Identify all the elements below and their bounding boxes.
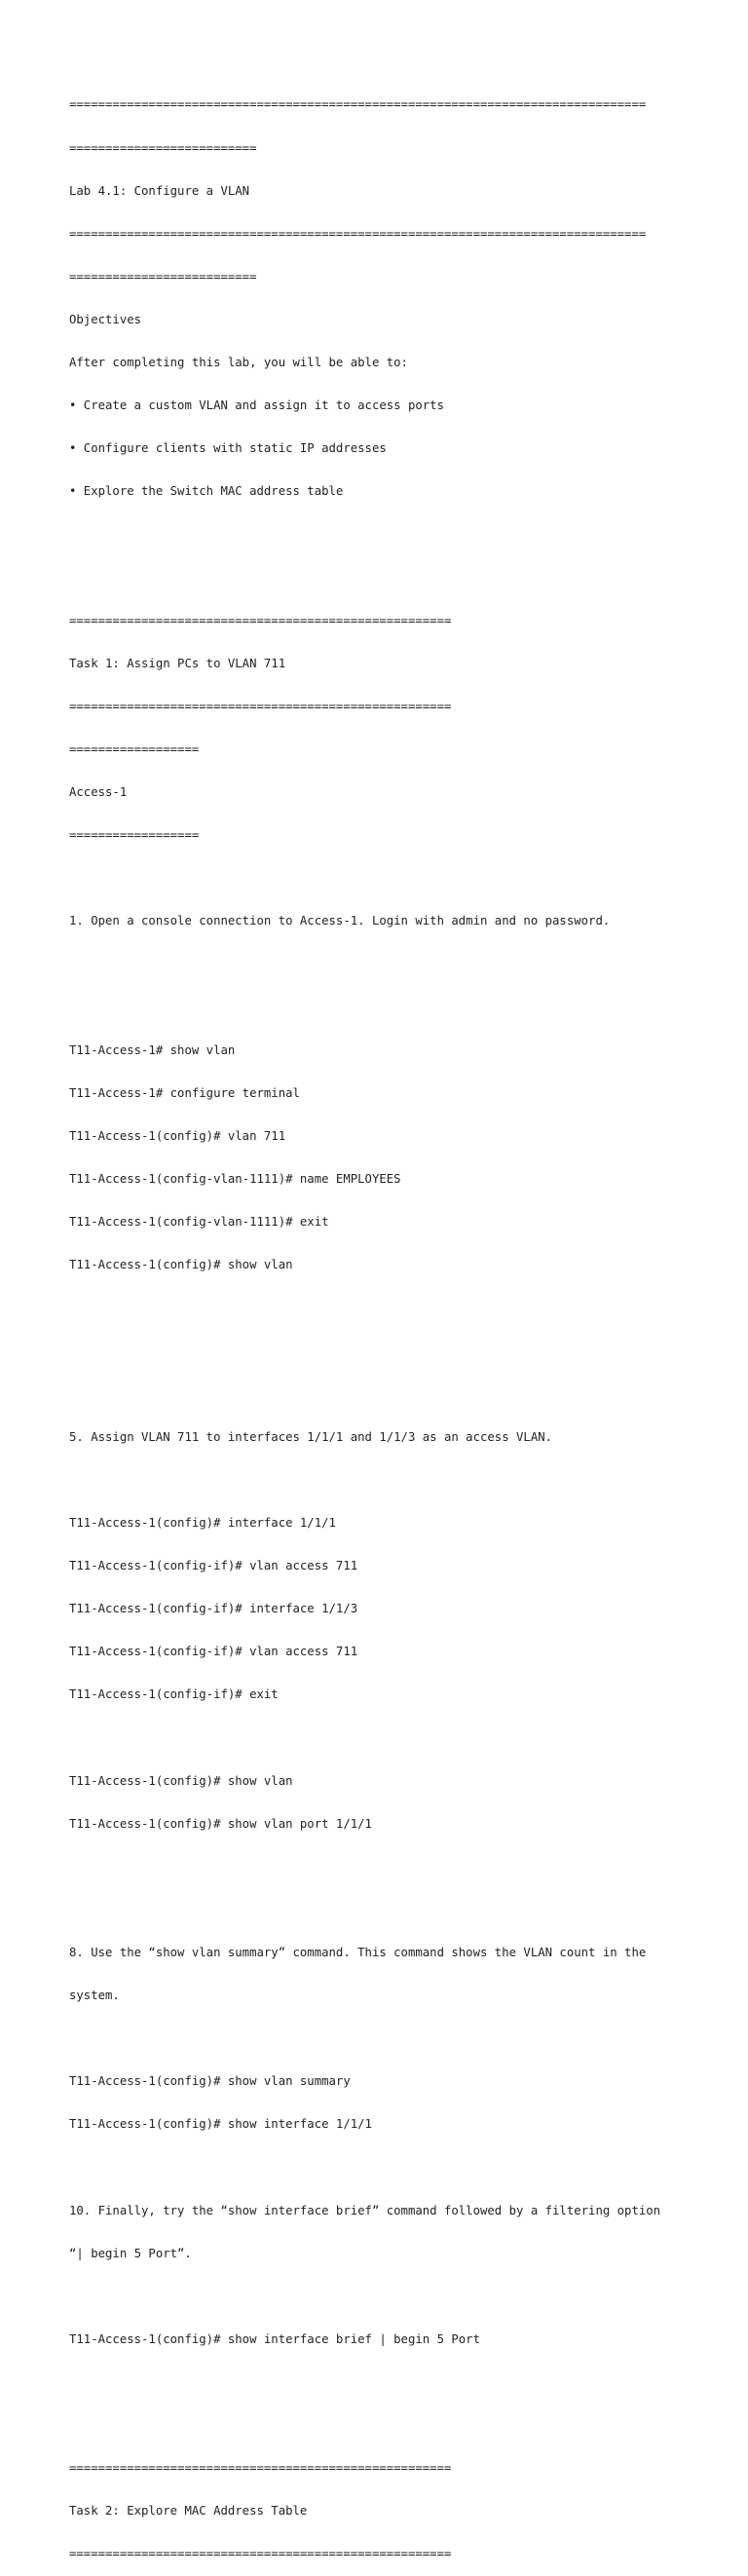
objective-item: • Configure clients with static IP addresses bbox=[69, 441, 387, 456]
device-heading: Access-1 bbox=[69, 785, 128, 800]
separator-line: ========================== bbox=[69, 140, 257, 155]
blank-line bbox=[69, 2290, 702, 2304]
cli-command: T11-Access-1(config-if)# interface 1/1/3 bbox=[69, 1602, 358, 1616]
cli-command: T11-Access-1(config)# show vlan port 1/1/1 bbox=[69, 1816, 372, 1831]
blank-line bbox=[69, 1001, 702, 1015]
task-1-title: Task 1: Assign PCs to VLAN 711 bbox=[69, 656, 286, 670]
step-8-text-cont: system. bbox=[69, 1989, 120, 2003]
separator-line: ===================================================== bbox=[69, 2547, 452, 2561]
lab-document bbox=[69, 69, 702, 2576]
task-2-title: Task 2: Explore MAC Address Table bbox=[69, 2504, 308, 2519]
separator-line: ===================================================== bbox=[69, 699, 452, 713]
separator-line: ===================================================== bbox=[69, 613, 452, 627]
cli-command: T11-Access-1(config)# interface 1/1/1 bbox=[69, 1515, 336, 1530]
blank-line bbox=[69, 1730, 702, 1745]
cli-command: T11-Access-1(config)# show interface 1/1/1 bbox=[69, 2117, 372, 2132]
step-10-text-cont: “| begin 5 Port”. bbox=[69, 2246, 192, 2260]
blank-line bbox=[69, 1344, 702, 1358]
cli-command: T11-Access-1(config-vlan-1111)# name EMPLOYEES bbox=[69, 1172, 401, 1187]
blank-line bbox=[69, 1301, 702, 1315]
objective-item: • Create a custom VLAN and assign it to access ports bbox=[69, 398, 444, 413]
blank-line bbox=[69, 1473, 702, 1488]
blank-line bbox=[69, 2418, 702, 2433]
separator-line: ===================================================== bbox=[69, 2461, 452, 2476]
objective-item: • Explore the Switch MAC address table bbox=[69, 484, 344, 499]
cli-command: T11-Access-1(config-vlan-1111)# exit bbox=[69, 1215, 329, 1230]
cli-command: T11-Access-1(config)# show vlan bbox=[69, 1258, 293, 1272]
cli-command: T11-Access-1(config)# show vlan summary bbox=[69, 2074, 351, 2089]
step-8-text: 8. Use the “show vlan summary” command. This command shows the VLAN count in the bbox=[69, 1945, 647, 1959]
cli-command: T11-Access-1(config-if)# exit bbox=[69, 1687, 279, 1702]
cli-command: T11-Access-1(config-if)# vlan access 711 bbox=[69, 1558, 358, 1572]
blank-line bbox=[69, 2160, 702, 2175]
separator-line: ================================================================================ bbox=[69, 97, 647, 112]
step-10-text: 10. Finally, try the “show interface brief” command followed by a filtering option bbox=[69, 2203, 661, 2217]
blank-line bbox=[69, 571, 702, 586]
blank-line bbox=[69, 958, 702, 972]
step-5-text: 5. Assign VLAN 711 to interfaces 1/1/1 and 1/1/3 as an access VLAN. bbox=[69, 1429, 553, 1444]
cli-command: T11-Access-1# show vlan bbox=[69, 1042, 236, 1057]
separator-line: ================================================================================ bbox=[69, 226, 647, 241]
objectives-intro: After completing this lab, you will be able to: bbox=[69, 356, 408, 370]
blank-line bbox=[69, 1387, 702, 1402]
blank-line bbox=[69, 1903, 702, 1917]
blank-line bbox=[69, 1860, 702, 1875]
separator-line: ================== bbox=[69, 742, 200, 757]
blank-line bbox=[69, 528, 702, 543]
lab-title: Lab 4.1: Configure a VLAN bbox=[69, 183, 250, 198]
blank-line bbox=[69, 2375, 702, 2390]
objectives-heading: Objectives bbox=[69, 312, 142, 326]
blank-line bbox=[69, 871, 702, 886]
blank-line bbox=[69, 2031, 702, 2046]
cli-command: T11-Access-1# configure terminal bbox=[69, 1085, 300, 1100]
cli-command: T11-Access-1(config)# vlan 711 bbox=[69, 1128, 286, 1143]
separator-line: ================== bbox=[69, 828, 200, 843]
cli-command: T11-Access-1(config)# show interface brief | begin 5 Port bbox=[69, 2331, 480, 2346]
step-1-text: 1. Open a console connection to Access-1. Login with admin and no password. bbox=[69, 914, 611, 928]
separator-line: ========================== bbox=[69, 269, 257, 284]
cli-command: T11-Access-1(config)# show vlan bbox=[69, 1773, 293, 1788]
cli-command: T11-Access-1(config-if)# vlan access 711 bbox=[69, 1645, 358, 1659]
